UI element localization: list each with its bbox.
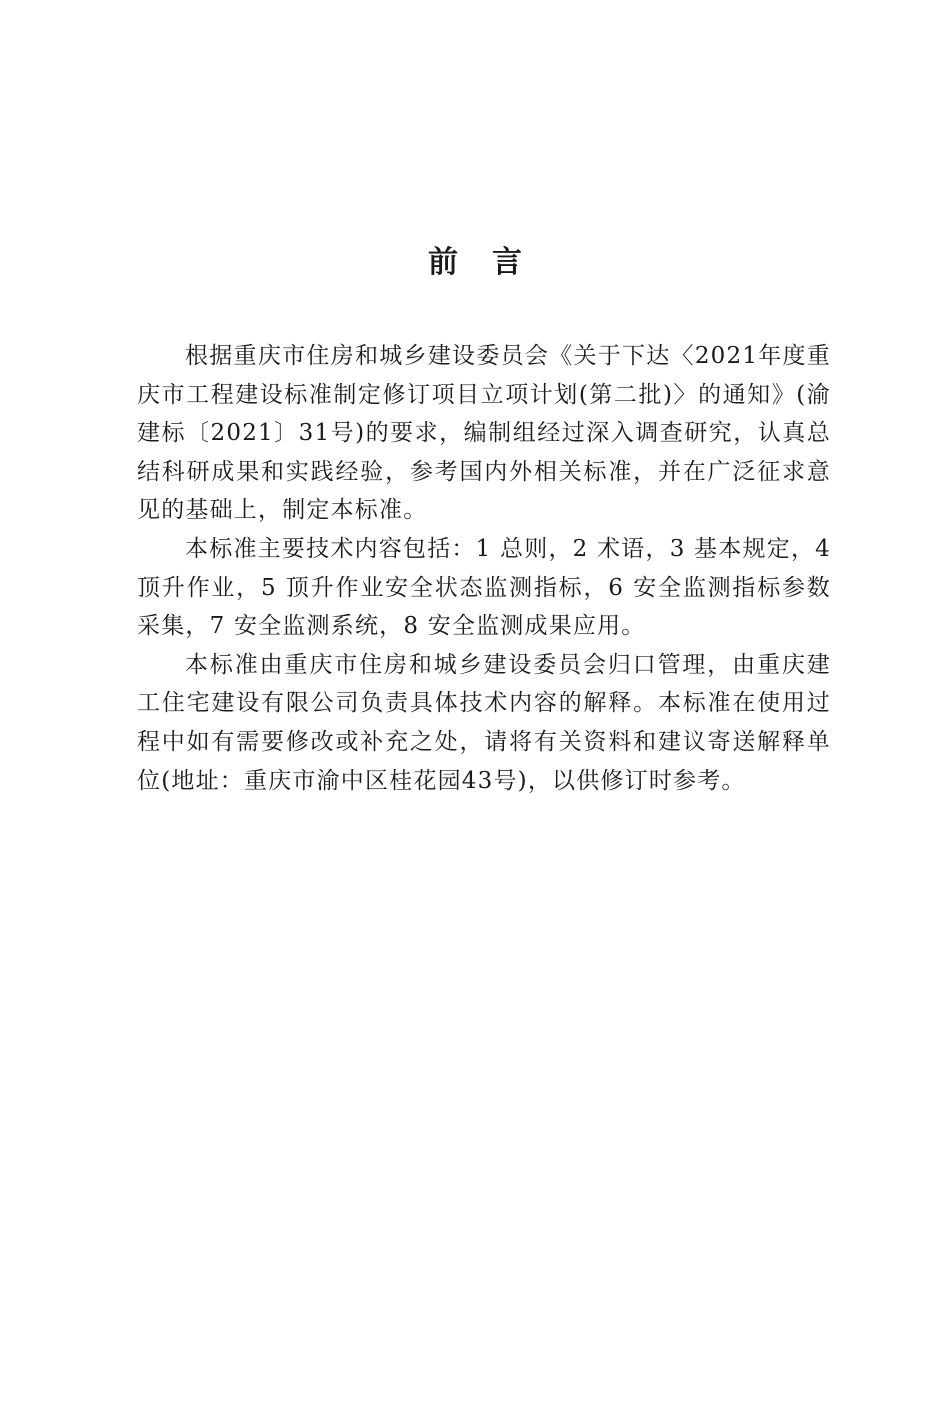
paragraph-contents: 本标准主要技术内容包括：1 总则，2 术语，3 基本规定，4 顶升作业，5 顶升作业安全状态监测指标，6 安全监测指标参数采集，7 安全监测系统，8 安全监测成果应用。 [137, 535, 831, 640]
paragraph-basis: 根据重庆市住房和城乡建设委员会《关于下达〈2021年度重庆市工程建设标准制定修订项目立项计划(第二批)〉的通知》(渝建标〔2021〕31号)的要求，编制组经过深入调查研究，认真总结科研成果和实践经验，参考国内外相关标准，并在广泛征求意见的基础上，制定本标准。 [137, 343, 831, 524]
preface-body [137, 337, 831, 800]
paragraph-management: 本标准由重庆市住房和城乡建设委员会归口管理，由重庆建工住宅建设有限公司负责具体技术内容的解释。本标准在使用过程中如有需要修改或补充之处，请将有关资料和建议寄送解释单位(地址：重庆市渝中区桂花园43号)，以供修订时参考。 [137, 651, 831, 794]
page-title: 前言 [428, 245, 556, 280]
